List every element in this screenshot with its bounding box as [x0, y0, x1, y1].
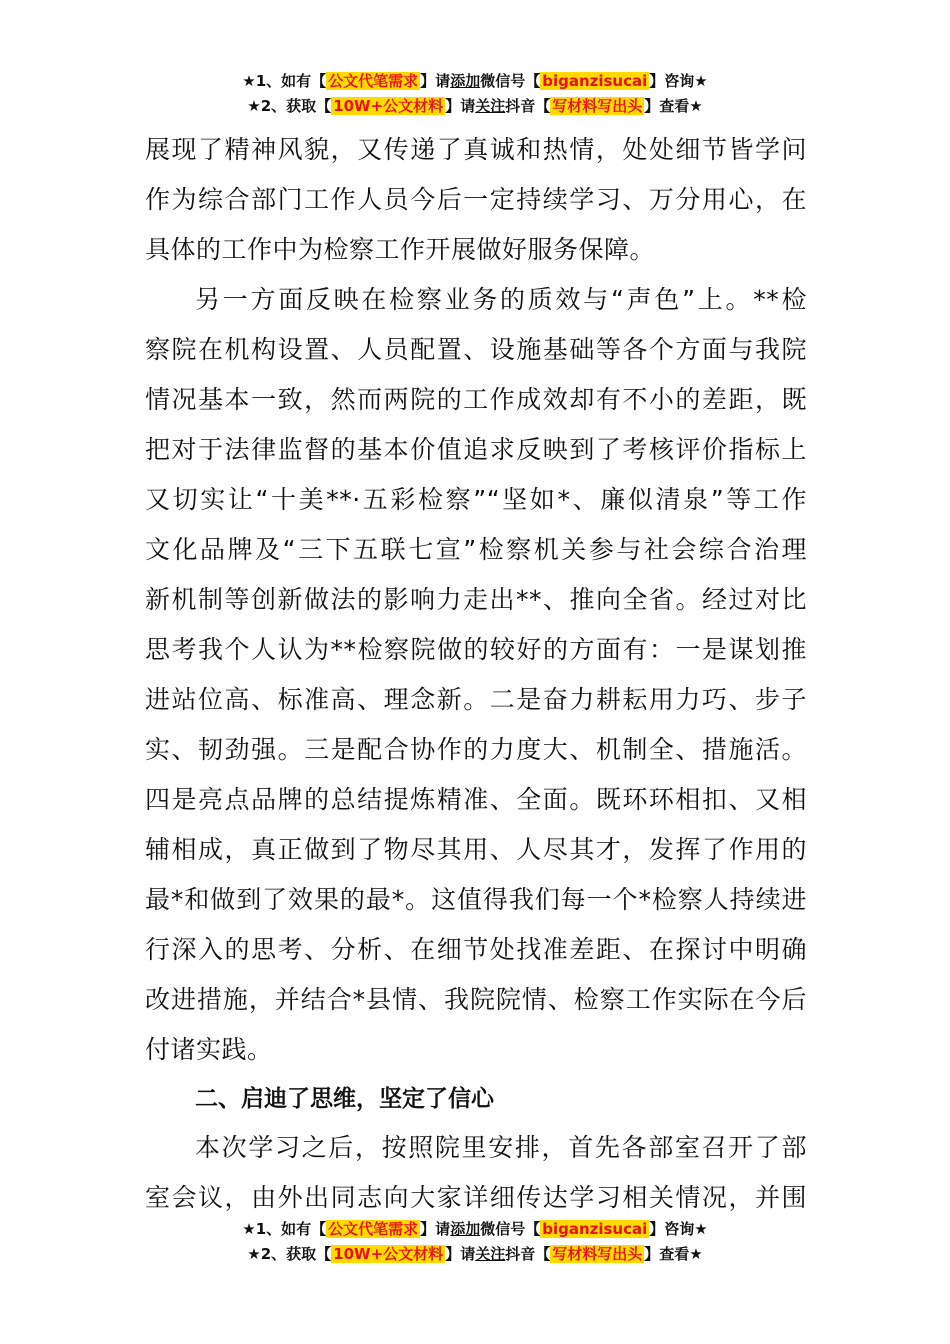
banner-text: 】请 — [445, 97, 476, 115]
body-line: 实、韧劲强。三是配合协作的力度大、机制全、措施活。 — [145, 735, 807, 764]
banner-highlight: 公文代笔需求 — [328, 1220, 419, 1238]
body-line: 展现了精神风貌，又传递了真诚和热情，处处细节皆学问 — [145, 135, 807, 164]
banner-text: ★2、获取【 — [247, 1245, 332, 1263]
body-line: 进站位高、标准高、理念新。二是奋力耕耘用力巧、步子 — [145, 685, 807, 714]
footer-banner — [0, 1217, 950, 1267]
banner-text: 】请 — [420, 1220, 451, 1238]
banner-text: 】请 — [420, 72, 451, 90]
body-line: 另一方面反映在检察业务的质效与“声色”上。**检 — [195, 285, 807, 314]
document-body — [145, 125, 807, 1223]
header-banner — [0, 69, 950, 119]
body-line: 本次学习之后，按照院里安排，首先各部室召开了部 — [195, 1133, 807, 1162]
body-line: 又切实让“十美**·五彩检察”“坚如*、廉似清泉”等工作 — [145, 485, 807, 514]
banner-line-2 — [0, 94, 950, 119]
banner-text: ★1、如有【 — [242, 1220, 327, 1238]
body-line: 行深入的思考、分析、在细节处找准差距、在探讨中明确 — [145, 935, 807, 964]
body-line: 最*和做到了效果的最*。这值得我们每一个*检察人持续进 — [145, 885, 807, 914]
banner-underlined: 关注 — [475, 1245, 506, 1263]
body-line: 四是亮点品牌的总结提炼精准、全面。既环环相扣、又相 — [145, 785, 807, 814]
banner-text: 抖音【 — [505, 97, 551, 115]
banner-text: ★1、如有【 — [242, 72, 327, 90]
body-line: 文化品牌及“三下五联七宣”检察机关参与社会综合治理 — [145, 535, 807, 564]
banner-highlight: 写材料写出头 — [552, 1245, 643, 1263]
banner-line-2 — [0, 1242, 950, 1267]
body-line: 付诸实践。 — [145, 1035, 273, 1064]
body-line: 把对于法律监督的基本价值追求反映到了考核评价指标上 — [145, 435, 807, 464]
banner-text: 抖音【 — [505, 1245, 551, 1263]
banner-highlight: 10W+公文材料 — [333, 1245, 444, 1263]
body-line: 具体的工作中为检察工作开展做好服务保障。 — [145, 235, 656, 264]
body-line: 室会议，由外出同志向大家详细传达学习相关情况，并围 — [145, 1183, 807, 1212]
banner-text: 】查看★ — [644, 1245, 703, 1263]
banner-text: 】查看★ — [644, 97, 703, 115]
body-line: 思考我个人认为**检察院做的较好的方面有：一是谋划推 — [145, 635, 807, 664]
body-line: 察院在机构设置、人员配置、设施基础等各个方面与我院 — [145, 335, 807, 364]
banner-text: 】咨询★ — [649, 1220, 708, 1238]
banner-text: 微信号【 — [480, 1220, 541, 1238]
banner-highlight: 公文代笔需求 — [328, 72, 419, 90]
banner-text: ★2、获取【 — [247, 97, 332, 115]
body-line: 作为综合部门工作人员今后一定持续学习、万分用心，在 — [145, 185, 807, 214]
banner-highlight: biganzisucai — [542, 72, 648, 90]
banner-text: 】咨询★ — [649, 72, 708, 90]
banner-text: 】请 — [445, 1245, 476, 1263]
body-line: 辅相成，真正做到了物尽其用、人尽其才，发挥了作用的 — [145, 835, 807, 864]
banner-text: 微信号【 — [480, 72, 541, 90]
section-heading: 二、启迪了思维，坚定了信心 — [195, 1086, 494, 1112]
banner-highlight: biganzisucai — [542, 1220, 648, 1238]
body-line: 新机制等创新做法的影响力走出**、推向全省。经过对比 — [145, 585, 807, 614]
body-line: 改进措施，并结合*县情、我院院情、检察工作实际在今后 — [145, 985, 807, 1014]
banner-line-1 — [0, 69, 950, 94]
body-line: 情况基本一致，然而两院的工作成效却有不小的差距，既 — [145, 385, 807, 414]
banner-underlined: 关注 — [475, 97, 506, 115]
banner-underlined: 添加 — [450, 72, 481, 90]
banner-line-1 — [0, 1217, 950, 1242]
banner-highlight: 10W+公文材料 — [333, 97, 444, 115]
banner-underlined: 添加 — [450, 1220, 481, 1238]
banner-highlight: 写材料写出头 — [552, 97, 643, 115]
